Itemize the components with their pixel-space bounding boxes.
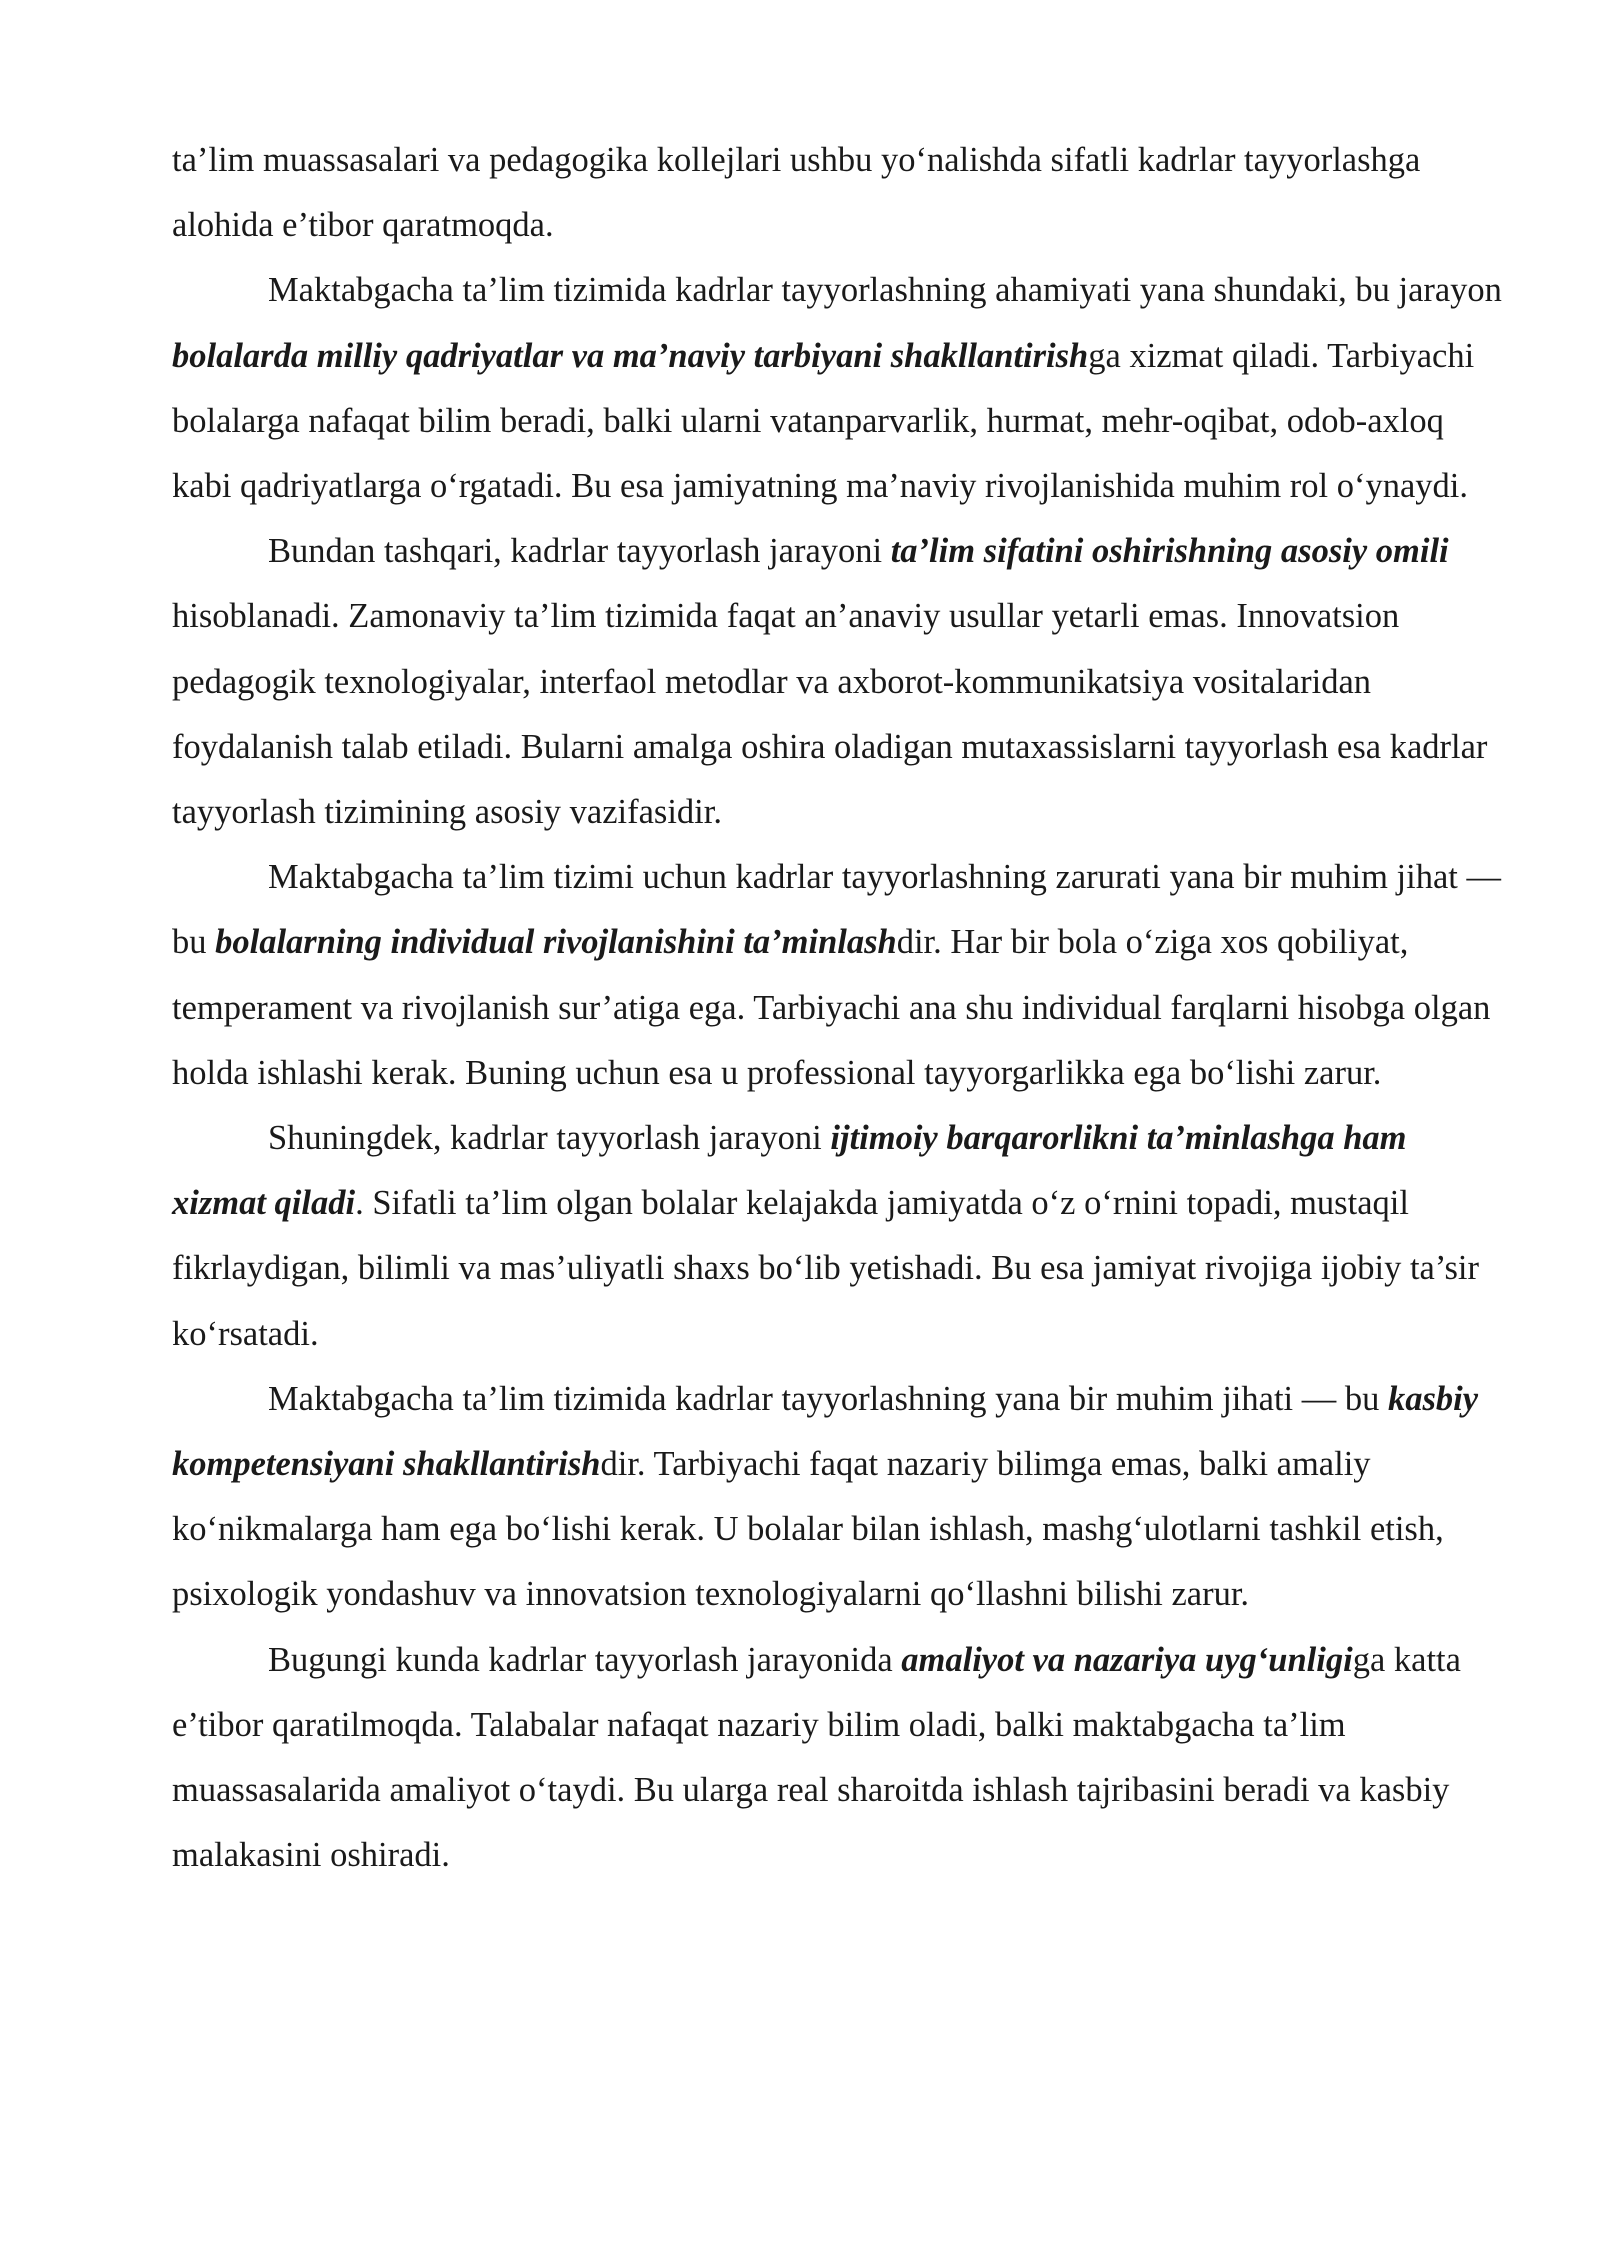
paragraph-5 bbox=[172, 1106, 1502, 1367]
paragraph-4 bbox=[172, 845, 1502, 1106]
paragraph-3-text: Bundan tashqari, kadrlar tayyorlash jarayoni bbox=[268, 532, 891, 571]
paragraph-3 bbox=[172, 519, 1502, 845]
paragraph-1-text: ta’lim muassasalari va pedagogika kollejlari ushbu yo‘nalishda sifatli kadrlar tayyorlashga alohida e’tibor qaratmoqda. bbox=[172, 141, 1421, 245]
paragraph-2-emphasis: bolalarda milliy qadriyatlar va ma’naviy tarbiyani shakllantirish bbox=[172, 336, 1089, 375]
paragraph-6 bbox=[172, 1367, 1502, 1628]
paragraph-5-text-end: . Sifatli ta’lim olgan bolalar kelajakda jamiyatda o‘z o‘rnini topadi, mustaqil fikrlaydigan, bilimli va mas’uliyatli shaxs bo‘lib yetishadi. Bu esa jamiyat rivojiga ijobiy ta’sir ko‘rsatadi. bbox=[172, 1184, 1479, 1353]
paragraph-7-text: Bugungi kunda kadrlar tayyorlash jarayonida bbox=[268, 1640, 902, 1679]
document-page bbox=[172, 128, 1502, 1888]
paragraph-5-emphasis: ijtimoiy barqarorlikni ta’minlashga ham xizmat qiladi bbox=[172, 1119, 1407, 1223]
paragraph-6-emphasis: kasbiy kompetensiyani shakllantirish bbox=[172, 1379, 1479, 1484]
paragraph-2-text-end: ga xizmat qiladi. Tarbiyachi bolalarga nafaqat bilim beradi, balki ularni vatanparvarlik, hurmat, mehr-oqibat, odob-axloq kabi qadriyatlarga o‘rgatadi. Bu esa jamiyatning ma’naviy rivojlanishida muhim rol o‘ynaydi. bbox=[172, 336, 1475, 506]
paragraph-5-text: Shuningdek, kadrlar tayyorlash jarayoni bbox=[268, 1119, 831, 1158]
paragraph-4-text: Maktabgacha ta’lim tizimi uchun kadrlar tayyorlashning zarurati yana bir muhim jihat — bu bbox=[172, 858, 1501, 962]
paragraph-2-text: Maktabgacha ta’lim tizimida kadrlar tayyorlashning ahamiyati yana shundaki, bu jarayon bbox=[268, 271, 1502, 310]
paragraph-6-text: Maktabgacha ta’lim tizimida kadrlar tayyorlashning yana bir muhim jihati — bu bbox=[268, 1379, 1388, 1418]
paragraph-4-emphasis: bolalarning individual rivojlanishini ta’minlash bbox=[215, 923, 897, 962]
paragraph-1 bbox=[172, 128, 1502, 258]
paragraph-3-emphasis: ta’lim sifatini oshirishning asosiy omili bbox=[890, 532, 1449, 571]
paragraph-4-text-end: dir. Har bir bola o‘ziga xos qobiliyat, temperament va rivojlanish sur’atiga ega. Tarbiyachi ana shu individual farqlarni hisobga olgan holda ishlashi kerak. Buning uchun esa u professional tayyorgarlikka ega bo‘lishi zarur. bbox=[172, 923, 1491, 1092]
paragraph-7-emphasis: amaliyot va nazariya uyg‘unligi bbox=[901, 1640, 1353, 1679]
paragraph-2 bbox=[172, 258, 1502, 519]
paragraph-7-text-end: ga katta e’tibor qaratilmoqda. Talabalar nafaqat nazariy bilim oladi, balki maktabgacha ta’lim muassasalarida amaliyot o‘taydi. Bu ularga real sharoitda ishlash tajribasini beradi va kasbiy malakasini oshiradi. bbox=[172, 1640, 1461, 1875]
paragraph-6-text-end: dir. Tarbiyachi faqat nazariy bilimga emas, balki amaliy ko‘nikmalarga ham ega bo‘lishi kerak. U bolalar bilan ishlash, mashg‘ulotlarni tashkil etish, psixologik yondashuv va innovatsion texnologiyalarni qo‘llashni bilishi zarur. bbox=[172, 1445, 1444, 1614]
paragraph-3-text-end: hisoblanadi. Zamonaviy ta’lim tizimida faqat an’anaviy usullar yetarli emas. Innovatsion pedagogik texnologiyalar, interfaol metodlar va axborot-kommunikatsiya vositalaridan foydalanish talab etiladi. Bularni amalga oshira oladigan mutaxassislarni tayyorlash esa kadrlar tayyorlash tizimining asosiy vazifasidir. bbox=[172, 597, 1488, 832]
paragraph-7 bbox=[172, 1628, 1502, 1889]
